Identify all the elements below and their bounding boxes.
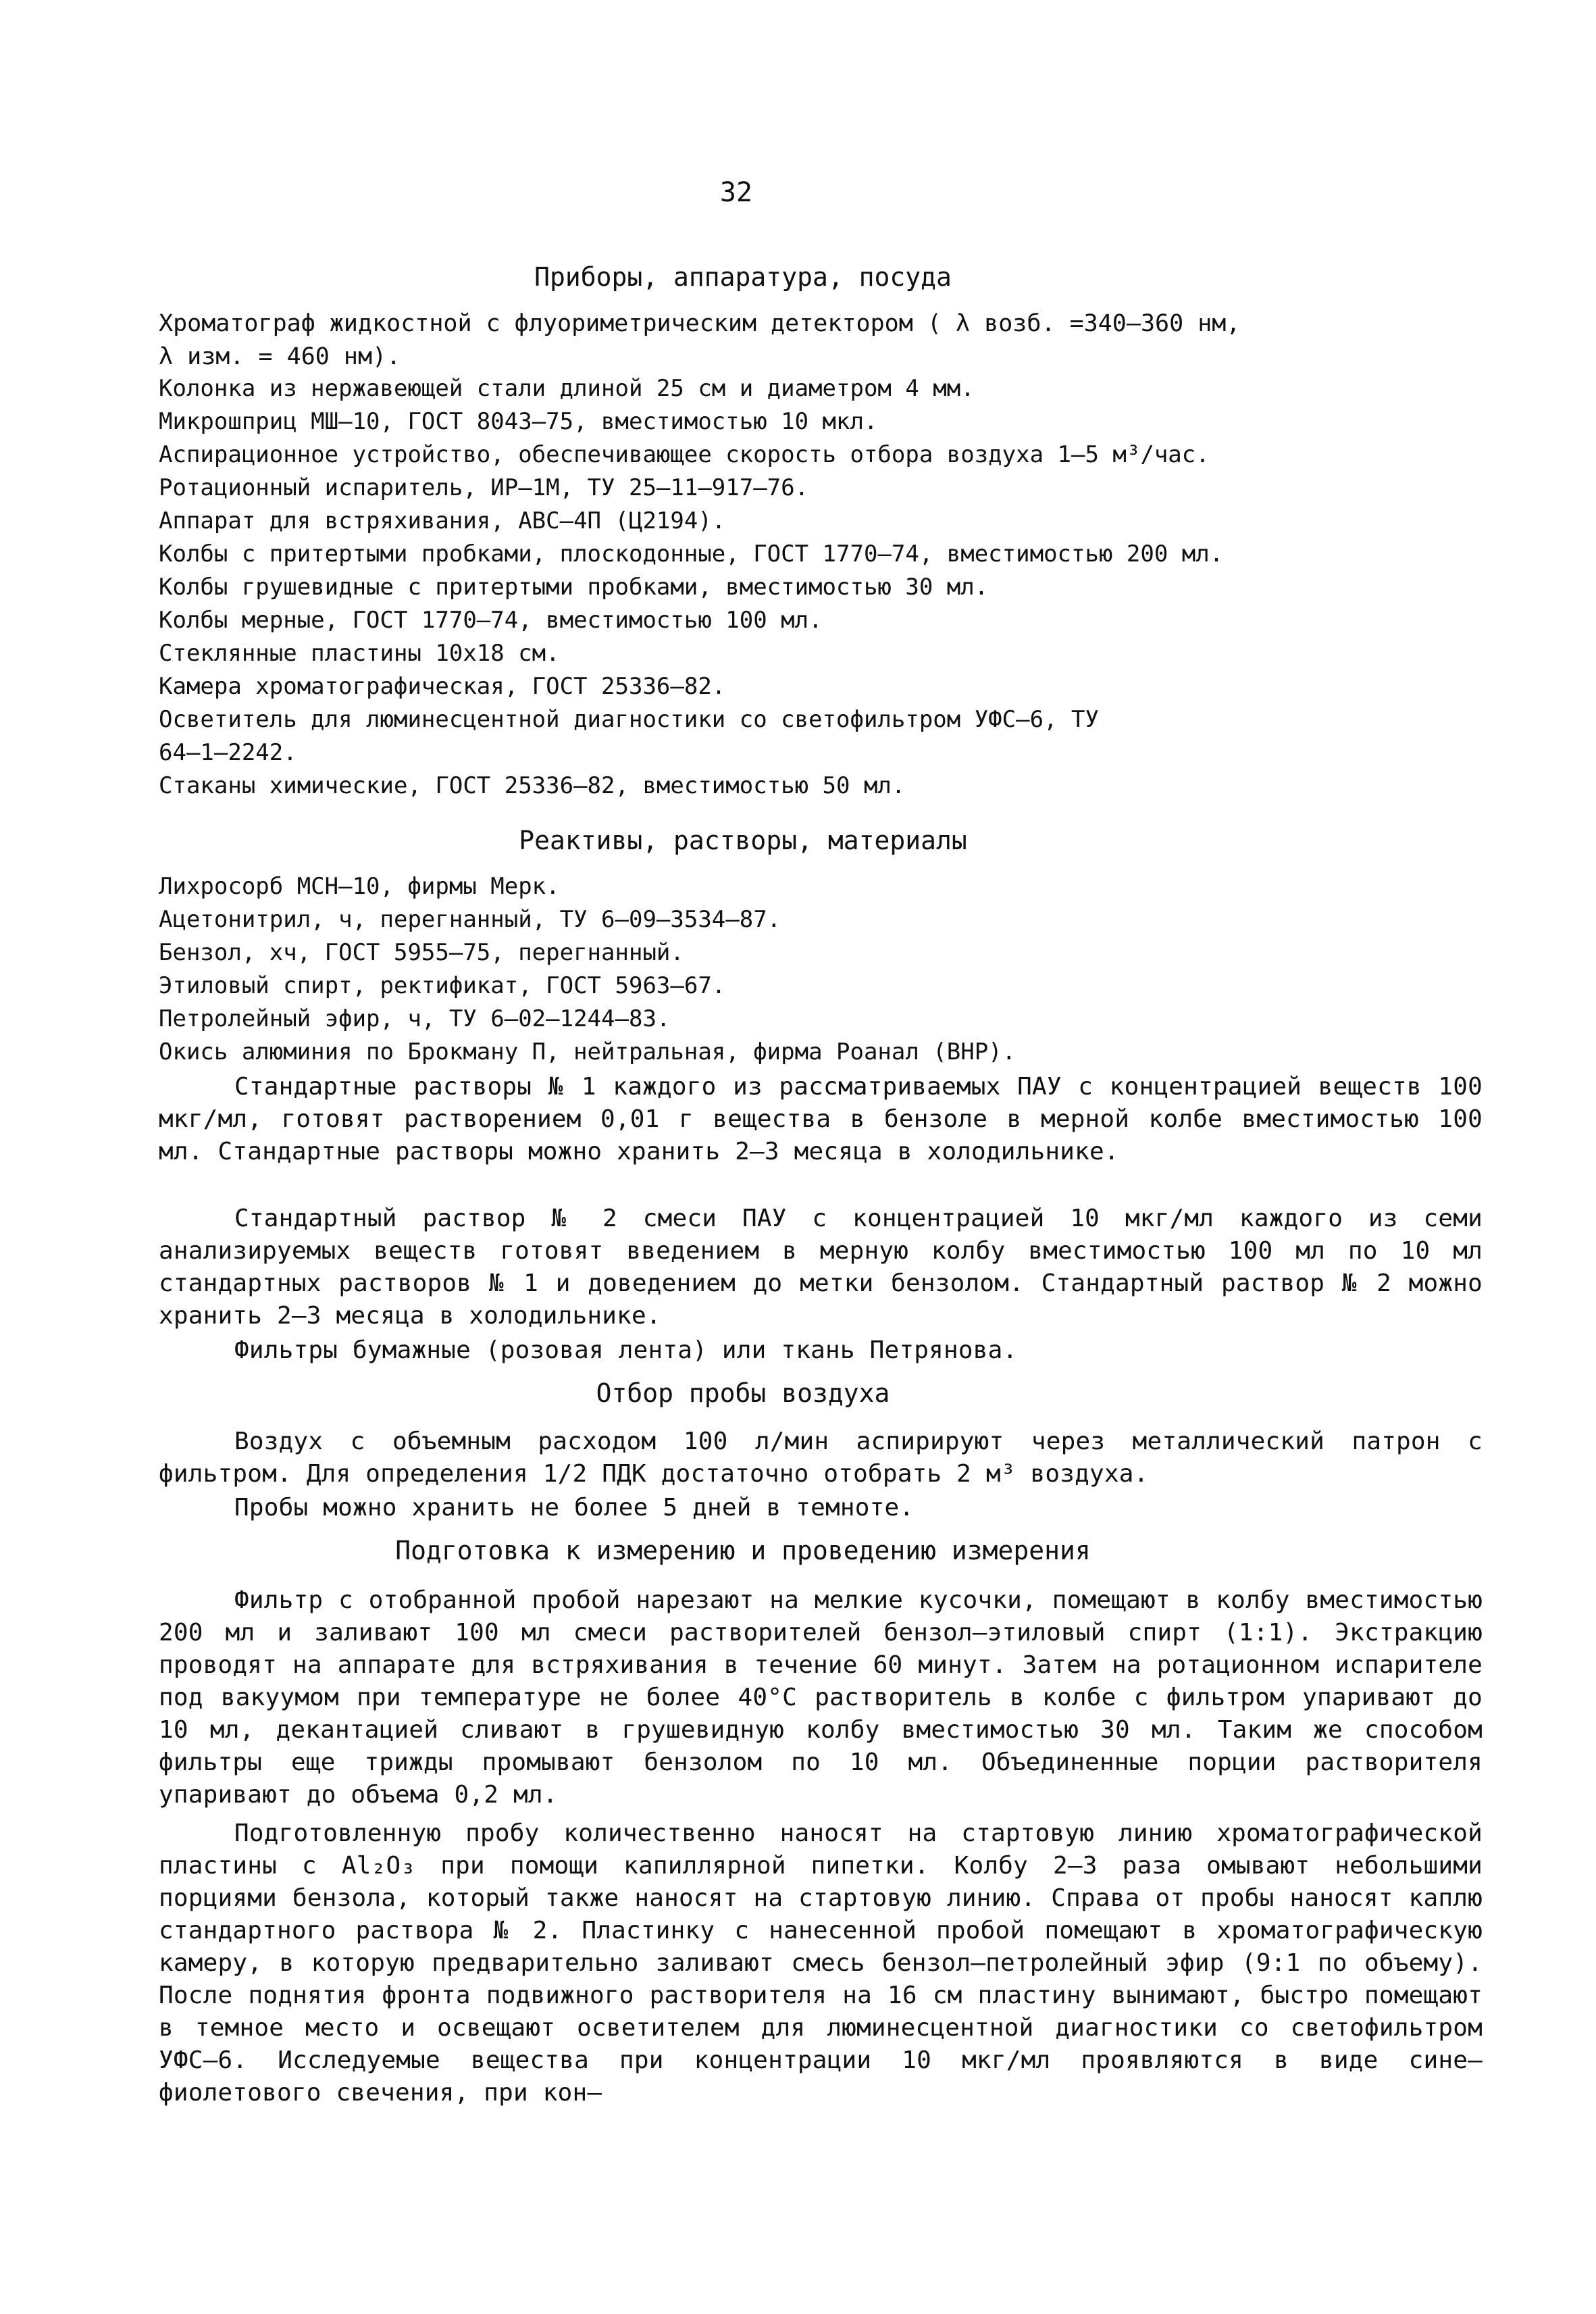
preparation-paragraph-2: Подготовленную пробу количественно наносят на стартовую линию хроматографической пластины с Al₂O₃ при помощи капиллярной пипетки. Колбу 2–3 раза омывают небольшими порциями бензола, который также наносят на стартовую линию. Справа от пробы наносят каплю стандартного раствора № 2. Пластинку с нанесенной пробой помещают в хроматографическую камеру, в которую предварительно заливают смесь бензол–петролейный эфир (9:1 по объему). После поднятия фронта подвижного растворителя на 16 см пластину вынимают, быстро помещают в темное место и освещают осветителем для люминесцентной диагностики со светофильтром УФС–6. Исследуемые вещества при концентрации 10 мкг/мл проявляются в виде сине–фиолетового свечения, при кон– — [159, 1819, 1483, 2107]
section-title-preparation: Подготовка к измерению и проведению измерения — [395, 1536, 1091, 1565]
section-title-equipment: Приборы, аппаратура, посуда — [534, 262, 952, 292]
sampling-paragraph-2: Пробы можно хранить не более 5 дней в темноте. — [234, 1494, 915, 1521]
section-title-reagents: Реактивы, растворы, материалы — [519, 826, 967, 855]
page-number: 32 — [719, 177, 753, 208]
sampling-paragraph-1: Воздух с объемным расходом 100 л/мин аспирируют через металлический патрон с фильтром. Для определения 1/2 ПДК достаточно отобрать 2 м³ воздуха. — [159, 1428, 1483, 1488]
section-title-sampling: Отбор пробы воздуха — [596, 1378, 890, 1408]
equipment-list: Колонка из нержавеющей стали длиной 25 см и диаметром 4 мм. Микрошприц МШ–10, ГОСТ 8043–75, вместимостью 10 мкл. Аспирационное устройство, обеспечивающее скорость отбора воздуха 1–5 м³/час. Ротационный испаритель, ИР–1М, ТУ 25–11–917–76. Аппарат для встряхивания, АВС–4П (Ц2194). Колбы с притертыми пробками, плоскодонные, ГОСТ 1770–74, вместимостью 200 мл. Колбы грушевидные с притертыми пробками, вместимостью 30 мл. Колбы мерные, ГОСТ 1770–74, вместимостью 100 мл. Стеклянные пластины 10х18 см. Камера хроматографическая, ГОСТ 25336–82. Осветитель для люминесцентной диагностики со светофильтром УФС–6, ТУ 64–1–2242. Стаканы химические, ГОСТ 25336–82, вместимостью 50 мл. — [159, 375, 1224, 799]
standard-solution-2-paragraph: Стандартный раствор № 2 смеси ПАУ с концентрацией 10 мкг/мл каждого из семи анализируемых веществ готовят введением в мерную колбу вместимостью 100 мл по 10 мл стандартных растворов № 1 и доведением до метки бензолом. Стандартный раствор № 2 можно хранить 2–3 месяца в холодильнике. — [159, 1205, 1483, 1330]
standard-solution-1-paragraph: Стандартные растворы № 1 каждого из рассматриваемых ПАУ с концентрацией веществ 100 мкг/мл, готовят растворением 0,01 г вещества в бензоле в мерной колбе вместимостью 100 мл. Стандартные растворы можно хранить 2–3 месяца в холодильнике. — [159, 1073, 1483, 1165]
reagents-list: Лихросорб МСН–10, фирмы Мерк. Ацетонитрил, ч, перегнанный, ТУ 6–09–3534–87. Бензол, хч, ГОСТ 5955–75, перегнанный. Этиловый спирт, ректификат, ГОСТ 5963–67. Петролейный эфир, ч, ТУ 6–02–1244–83. Окись алюминия по Брокману П, нейтральная, фирма Роанал (ВНР). — [159, 873, 1016, 1065]
preparation-paragraph-1: Фильтр с отобранной пробой нарезают на мелкие кусочки, помещают в колбу вместимостью 200 мл и заливают 100 мл смеси растворителей бензол–этиловый спирт (1:1). Экстракцию проводят на аппарате для встряхивания в течение 60 минут. Затем на ротационном испарителе под вакуумом при температуре не более 40°С растворитель в колбе с фильтром упаривают до 10 мл, декантацией сливают в грушевидную колбу вместимостью 30 мл. Таким же способом фильтры еще трижды промывают бензолом по 10 мл. Объединенные порции растворителя упаривают до объема 0,2 мл. — [159, 1586, 1483, 1809]
filters-paragraph: Фильтры бумажные (розовая лента) или ткань Петрянова. — [234, 1336, 1018, 1364]
chromatograph-description: Хроматограф жидкостной с флуориметрическим детектором ( λ возб. =340–360 нм, λ изм. = 460 нм). — [159, 310, 1241, 370]
